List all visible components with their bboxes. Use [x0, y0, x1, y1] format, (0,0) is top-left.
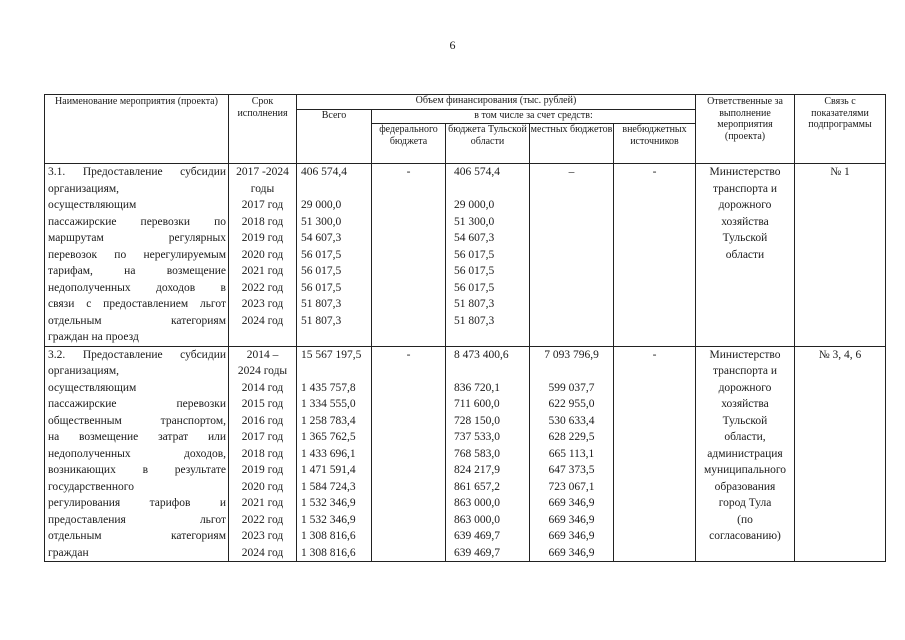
row2-responsible: Министерство транспорта и дорожного хозяйства Тульской области, администрация муниципального образования город Тула (по согласованию)	[696, 346, 795, 562]
header-link: Связь с показателями подпрограммы	[795, 95, 886, 164]
row1-regional: 406 574,4 29 000,0 51 300,0 54 607,3 56 017,5 56 017,5 56 017,5 51 807,3 51 807,3	[446, 164, 530, 347]
header-federal: федерального бюджета	[372, 124, 446, 164]
header-local: местных бюджетов	[530, 124, 614, 164]
header-total: Всего	[297, 110, 372, 164]
header-term: Срок исполнения	[229, 95, 297, 164]
row2-local: 7 093 796,9 599 037,7 622 955,0 530 633,4 628 229,5 665 113,1 647 373,5 723 067,1 669 346,9 669 346,9 669 346,9 669 346,9	[530, 346, 614, 562]
table-row	[45, 346, 886, 562]
row1-federal: -	[372, 164, 446, 347]
financing-table	[44, 94, 886, 562]
header-regional: бюджета Тульской области	[446, 124, 530, 164]
row2-name: 3.2. Предоставление субсидии организациям, осуществляющим пассажирские перевозки общественным транспортом, на возмещение затрат или недополученных доходов, возникающих в результате государственного регулирования тарифов и предоставления льгот отдельным категориям граждан	[45, 346, 229, 562]
row2-totals: 15 567 197,5 1 435 757,8 1 334 555,0 1 258 783,4 1 365 762,5 1 433 696,1 1 471 591,4 1 584 724,3 1 532 346,9 1 532 346,9 1 308 816,6 1 308 816,6	[297, 346, 372, 562]
row1-extra: -	[614, 164, 696, 347]
row2-federal: -	[372, 346, 446, 562]
row1-local: –	[530, 164, 614, 347]
row1-terms: 2017 -2024 годы 2017 год 2018 год 2019 год 2020 год 2021 год 2022 год 2023 год 2024 год	[229, 164, 297, 347]
row1-responsible: Министерство транспорта и дорожного хозяйства Тульской области	[696, 164, 795, 347]
row1-name: 3.1. Предоставление субсидии организациям, осуществляющим пассажирские перевозки по маршрутам регулярных перевозок по нерегулируемым тарифам, на возмещение недополученных доходов в связи с предоставлением льгот отдельным категориям граждан на проезд	[45, 164, 229, 347]
row2-terms: 2014 – 2024 годы 2014 год 2015 год 2016 год 2017 год 2018 год 2019 год 2020 год 2021 год 2022 год 2023 год 2024 год	[229, 346, 297, 562]
row2-extra: -	[614, 346, 696, 562]
header-name: Наименование мероприятия (проекта)	[45, 95, 229, 164]
row2-link: № 3, 4, 6	[795, 346, 886, 562]
table-row	[45, 164, 886, 347]
header-responsible: Ответственные за выполнение мероприятия (проекта)	[696, 95, 795, 164]
row1-totals: 406 574,4 29 000,0 51 300,0 54 607,3 56 017,5 56 017,5 56 017,5 51 807,3 51 807,3	[297, 164, 372, 347]
header-including: в том числе за счет средств:	[372, 110, 696, 124]
page-number: 6	[449, 38, 456, 52]
row1-link: № 1	[795, 164, 886, 347]
header-extra: внебюджетных источников	[614, 124, 696, 164]
row2-regional: 8 473 400,6 836 720,1 711 600,0 728 150,0 737 533,0 768 583,0 824 217,9 861 657,2 863 000,0 863 000,0 639 469,7 639 469,7	[446, 346, 530, 562]
header-financing: Объем финансирования (тыс. рублей)	[297, 95, 696, 110]
